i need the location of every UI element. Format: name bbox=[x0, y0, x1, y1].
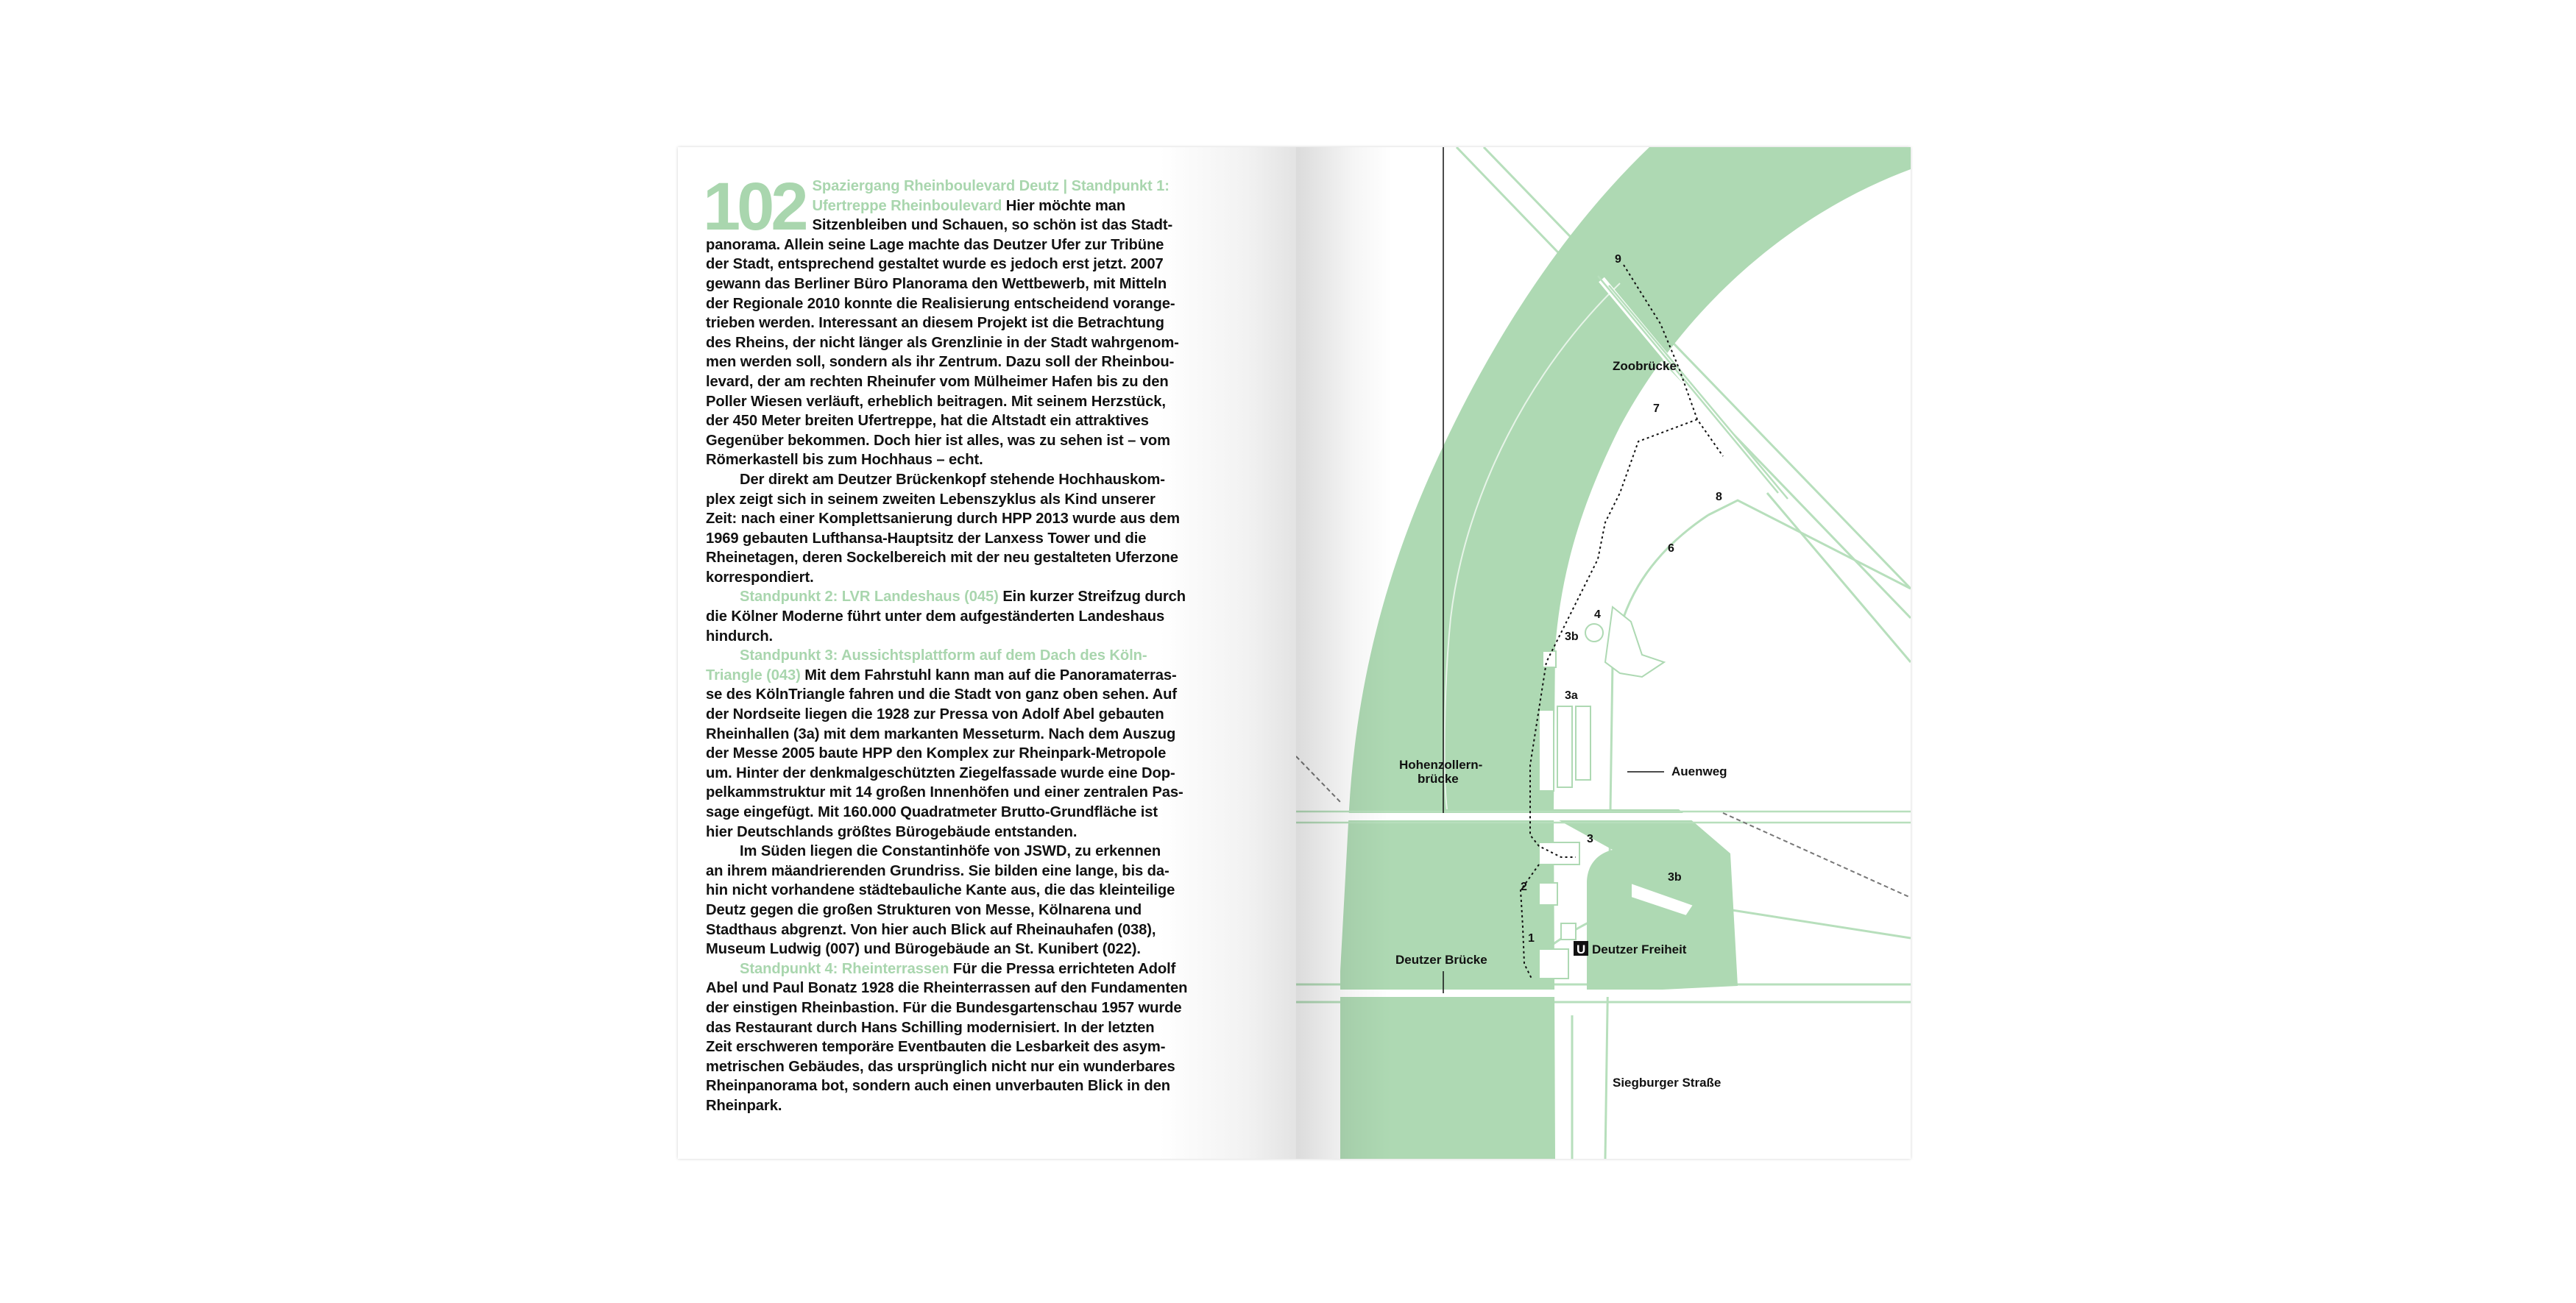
body-text: metrischen Gebäudes, das ursprünglich nicht nur ein wunderbares bbox=[706, 1058, 1175, 1075]
text-line bbox=[706, 901, 1269, 920]
body-text: der Messe 2005 baute HPP den Komplex zur Rheinpark-Metropole bbox=[706, 745, 1167, 762]
body-text: die Kölner Moderne führt unter dem aufgeständerten Landeshaus bbox=[706, 608, 1165, 625]
text-line bbox=[706, 646, 1269, 666]
text-line bbox=[706, 568, 1269, 588]
body-text: hier Deutschlands größtes Bürogebäude entstanden. bbox=[706, 823, 1078, 840]
text-line bbox=[706, 783, 1269, 803]
text-line bbox=[706, 1037, 1269, 1057]
body-text: Stadthaus abgrenzt. Von hier auch Blick auf Rheinauhafen (038), bbox=[706, 921, 1156, 938]
standpunkt-heading: Spaziergang Rheinboulevard Deutz | Standpunkt 1: bbox=[812, 178, 1170, 194]
standpunkt-heading: Standpunkt 4: Rheinterrassen bbox=[740, 960, 949, 977]
body-text: der Regionale 2010 konnte die Realisierung entscheidend vorange- bbox=[706, 295, 1175, 312]
body-text: Rheinetagen, deren Sockelbereich mit der neu gestalteten Uferzone bbox=[706, 550, 1178, 567]
body-text: hin nicht vorhandene städtebauliche Kante aus, die das kleinteilige bbox=[706, 882, 1175, 899]
standpunkt-heading: Standpunkt 2: LVR Landeshaus (045) bbox=[740, 589, 999, 606]
text-line bbox=[706, 959, 1269, 979]
text-line bbox=[706, 274, 1269, 294]
body-text: der einstigen Rheinbastion. Für die Bundesgartenschau 1957 wurde bbox=[706, 999, 1182, 1016]
body-text: men werden soll, sondern als ihr Zentrum. Dazu soll der Rheinbou- bbox=[706, 354, 1175, 371]
body-text: Zeit erschweren temporäre Eventbauten die Lesbarkeit des asym- bbox=[706, 1039, 1166, 1056]
text-line bbox=[706, 392, 1269, 412]
body-text: des Rheins, der nicht länger als Grenzlinie in der Stadt wahrgenom- bbox=[706, 334, 1179, 351]
body-text: Rheinpanorama bot, sondern auch einen unverbauten Blick in den bbox=[706, 1078, 1170, 1095]
point-3a: 3a bbox=[1565, 689, 1578, 702]
body-text: der 450 Meter breiten Ufertreppe, hat die Altstadt ein attraktives bbox=[706, 413, 1149, 430]
walking-route-map bbox=[1296, 147, 1911, 1159]
text-line bbox=[706, 235, 1269, 255]
body-text: se des KölnTriangle fahren und die Stadt von ganz oben sehen. Auf bbox=[706, 686, 1177, 703]
book-spread bbox=[678, 147, 1911, 1159]
text-line bbox=[706, 725, 1269, 745]
text-line bbox=[706, 607, 1269, 627]
point-2: 2 bbox=[1521, 881, 1527, 893]
text-line bbox=[706, 666, 1269, 686]
right-page bbox=[1296, 147, 1911, 1159]
body-text: der Stadt, entsprechend gestaltet wurde es jedoch erst jetzt. 2007 bbox=[706, 256, 1164, 273]
point-5: 4 bbox=[1594, 608, 1601, 621]
label-auenweg: Auenweg bbox=[1671, 764, 1727, 778]
point-3b: 3b bbox=[1668, 871, 1682, 884]
body-text: Römerkastell bis zum Hochhaus – echt. bbox=[706, 452, 983, 469]
text-line bbox=[706, 881, 1269, 901]
text-line bbox=[706, 705, 1269, 725]
label-hohenzollern-2: brücke bbox=[1418, 772, 1459, 786]
point-3: 3 bbox=[1587, 833, 1593, 845]
point-7: 7 bbox=[1653, 402, 1660, 415]
text-line bbox=[706, 685, 1269, 705]
body-text: Für die Pressa errichteten Adolf bbox=[949, 960, 1176, 977]
body-text: panorama. Allein seine Lage machte das Deutzer Ufer zur Tribüne bbox=[706, 236, 1164, 253]
standpunkt-heading: Triangle (043) bbox=[706, 667, 801, 684]
text-line bbox=[706, 803, 1269, 823]
point-4: 3b bbox=[1565, 631, 1579, 643]
page-number: 102 bbox=[703, 169, 805, 244]
text-line bbox=[706, 823, 1269, 842]
body-text: Poller Wiesen verläuft, erheblich beitragen. Mit seinem Herzstück, bbox=[706, 393, 1166, 410]
body-text: gewann das Berliner Büro Planorama den Wettbewerb, mit Mitteln bbox=[706, 275, 1167, 292]
point-6: 6 bbox=[1668, 542, 1674, 555]
point-8: 8 bbox=[1716, 491, 1722, 503]
text-line bbox=[706, 1057, 1269, 1077]
text-line bbox=[706, 940, 1269, 959]
body-text: sage eingefügt. Mit 160.000 Quadratmeter Brutto-Grundfläche ist bbox=[706, 804, 1158, 820]
article-text bbox=[703, 169, 1269, 1116]
text-line bbox=[706, 255, 1269, 274]
body-text: Im Süden liegen die Constantinhöfe von JSWD, zu erkennen bbox=[740, 843, 1161, 860]
body-text: Rheinpark. bbox=[706, 1097, 782, 1114]
body-text: plex zeigt sich in seinem zweiten Lebenszyklus als Kind unserer bbox=[706, 491, 1156, 508]
text-line bbox=[706, 920, 1269, 940]
body-text: Gegenüber bekommen. Doch hier ist alles, was zu sehen ist – vom bbox=[706, 432, 1170, 449]
body-text: Mit dem Fahrstuhl kann man auf die Panoramaterras- bbox=[800, 667, 1177, 684]
building-3 bbox=[1539, 842, 1579, 864]
tanzbrunnen-circle bbox=[1585, 624, 1603, 642]
text-line bbox=[706, 372, 1269, 392]
ubahn-letter: U bbox=[1577, 942, 1586, 956]
point-9: 9 bbox=[1615, 253, 1621, 266]
text-line bbox=[706, 313, 1269, 333]
body-text: Der direkt am Deutzer Brückenkopf stehende Hochhauskom- bbox=[740, 471, 1165, 488]
body-text: korrespondiert. bbox=[706, 569, 814, 586]
text-line bbox=[706, 1076, 1269, 1096]
body-text: Ein kurzer Streifzug durch bbox=[998, 589, 1186, 606]
text-line bbox=[706, 352, 1269, 372]
text-line bbox=[706, 764, 1269, 784]
text-line bbox=[706, 1018, 1269, 1038]
body-text: das Restaurant durch Hans Schilling modernisiert. In der letzten bbox=[706, 1019, 1155, 1036]
text-line bbox=[706, 411, 1269, 431]
body-text: Museum Ludwig (007) und Bürogebäude an St. Kunibert (022). bbox=[706, 941, 1141, 958]
text-line bbox=[706, 862, 1269, 881]
body-text: Zeit: nach einer Komplettsanierung durch HPP 2013 wurde aus dem bbox=[706, 511, 1180, 528]
text-line bbox=[706, 431, 1269, 451]
text-line bbox=[706, 470, 1269, 490]
landeshaus-building bbox=[1605, 607, 1664, 677]
text-line bbox=[706, 744, 1269, 764]
label-deutzer-freiheit: Deutzer Freiheit bbox=[1592, 942, 1687, 956]
text-line bbox=[706, 548, 1269, 568]
body-text: Rheinhallen (3a) mit dem markanten Messeturm. Nach dem Auszug bbox=[706, 725, 1176, 742]
standpunkt-heading: Ufertreppe Rheinboulevard bbox=[812, 197, 1002, 214]
text-line bbox=[706, 333, 1269, 353]
body-text: 1969 gebauten Lufthansa-Hauptsitz der Lanxess Tower und die bbox=[706, 530, 1147, 547]
body-text: an ihrem mäandrierenden Grundriss. Sie bilden eine lange, bis da- bbox=[706, 862, 1170, 879]
body-text: levard, der am rechten Rheinufer vom Mülheimer Hafen bis zu den bbox=[706, 373, 1169, 390]
point-1: 1 bbox=[1528, 932, 1535, 945]
text-line bbox=[706, 509, 1269, 529]
body-text: Abel und Paul Bonatz 1928 die Rheinterrassen auf den Fundamenten bbox=[706, 980, 1188, 997]
body-text: Hier möchte man bbox=[1002, 197, 1126, 214]
label-zoobruecke: Zoobrücke bbox=[1613, 359, 1677, 373]
body-text: pelkammstruktur mit 14 großen Innenhöfen und einer zentralen Pas- bbox=[706, 784, 1183, 801]
text-line bbox=[706, 842, 1269, 862]
body-text: um. Hinter der denkmalgeschützten Ziegelfassade wurde eine Dop- bbox=[706, 764, 1175, 781]
body-text: der Nordseite liegen die 1928 zur Pressa von Adolf Abel gebauten bbox=[706, 706, 1164, 723]
text-line bbox=[706, 1096, 1269, 1116]
text-line bbox=[706, 979, 1269, 998]
body-text: Sitzenbleiben und Schauen, so schön ist das Stadt- bbox=[812, 217, 1173, 234]
body-text: hindurch. bbox=[706, 628, 774, 645]
label-deutzer-bruecke: Deutzer Brücke bbox=[1395, 953, 1487, 967]
label-siegburger-strasse: Siegburger Straße bbox=[1613, 1076, 1722, 1090]
text-line bbox=[706, 529, 1269, 549]
text-line bbox=[706, 587, 1269, 607]
text-line bbox=[706, 998, 1269, 1018]
text-line bbox=[706, 490, 1269, 510]
body-text: trieben werden. Interessant an diesem Projekt ist die Betrachtung bbox=[706, 315, 1164, 332]
text-line bbox=[706, 450, 1269, 470]
label-hohenzollern-1: Hohenzollern- bbox=[1399, 758, 1483, 772]
standpunkt-heading: Standpunkt 3: Aussichtsplattform auf dem Dach des Köln- bbox=[740, 647, 1147, 664]
left-page bbox=[678, 147, 1296, 1159]
text-line bbox=[706, 627, 1269, 647]
text-line bbox=[706, 294, 1269, 314]
body-text: Deutz gegen die großen Strukturen von Messe, Kölnarena und bbox=[706, 901, 1142, 918]
rheinhallen-3a bbox=[1539, 706, 1590, 791]
